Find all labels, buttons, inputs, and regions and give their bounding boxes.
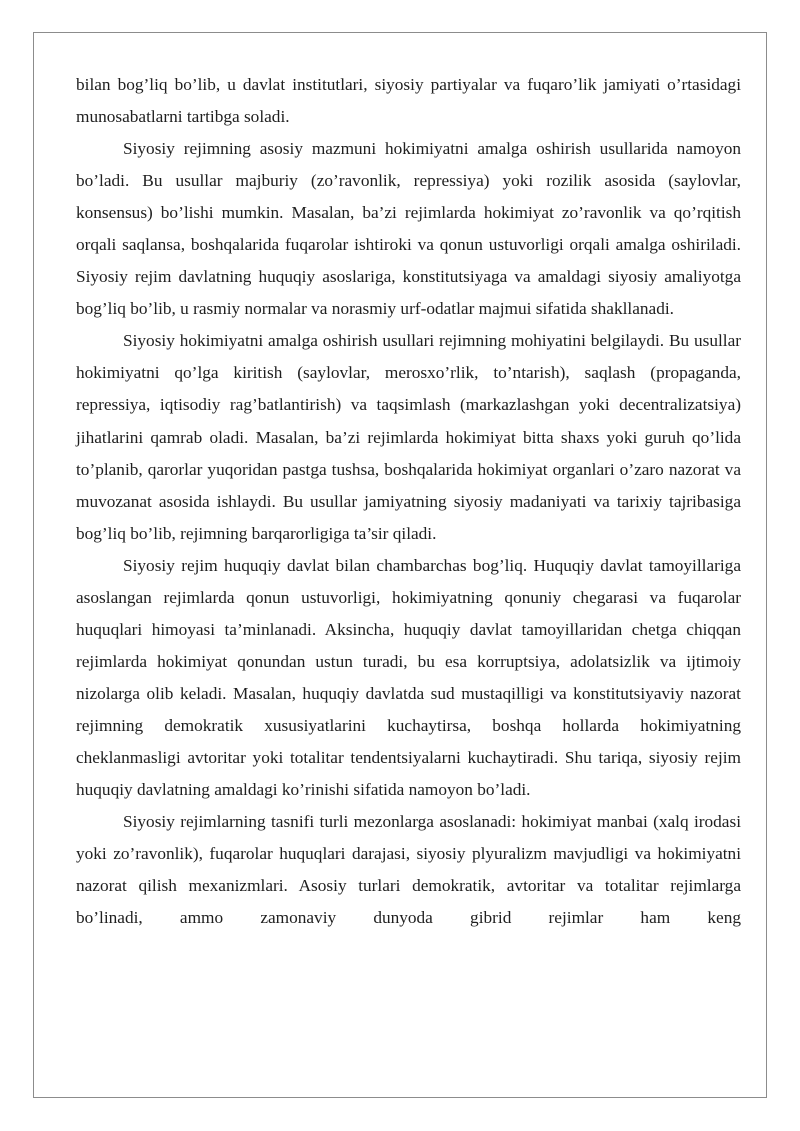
document-body bbox=[76, 69, 741, 934]
paragraph-classification: Siyosiy rejimlarning tasnifi turli mezonlarga asoslanadi: hokimiyat manbai (xalq irodasi yoki zo’ravonlik), fuqarolar huquqlari darajasi, siyosiy plyuralizm mavjudligi va hokimiyatni nazorat qilish mexanizmlari. Asosiy turlari demokratik, avtoritar va totalitar rejimlarga bo’linadi, ammo zamonaviy dunyoda gibrid rejimlar ham keng bbox=[76, 812, 741, 928]
paragraph-regime-content: Siyosiy rejimning asosiy mazmuni hokimiyatni amalga oshirish usullarida namoyon bo’ladi. Bu usullar majburiy (zo’ravonlik, repressiya) yoki rozilik asosida (saylovlar, konsensus) bo’lishi mumkin. Masalan, ba’zi rejimlarda hokimiyat zo’ravonlik va qo’rqitish orqali saqlansa, boshqalarida fuqarolar ishtiroki va qonun ustuvorligi orqali amalga oshiriladi. Siyosiy rejim davlatning huquqiy asoslariga, konstitutsiyaga va amaldagi siyosiy amaliyotga bog’liq bo’lib, u rasmiy normalar va norasmiy urf-odatlar majmui sifatida shakllanadi. bbox=[76, 139, 741, 319]
paragraph-continuation: bilan bog’liq bo’lib, u davlat institutlari, siyosiy partiyalar va fuqaro’lik jamiyati o’rtasidagi munosabatlarni tartibga soladi. bbox=[76, 75, 741, 127]
paragraph-rule-of-law: Siyosiy rejim huquqiy davlat bilan chambarchas bog’liq. Huquqiy davlat tamoyillariga asoslangan rejimlarda qonun ustuvorligi, hokimiyatning qonuniy chegarasi va fuqarolar huquqlari himoyasi ta’minlanadi. Aksincha, huquqiy davlat tamoyillaridan chetga chiqqan rejimlarda hokimiyat qonundan ustun turadi, bu esa korruptsiya, adolatsizlik va ijtimoiy nizolarga olib keladi. Masalan, huquqiy davlatda sud mustaqilligi va konstitutsiyaviy nazorat rejimning demokratik xususiyatlarini kuchaytirsa, boshqa hollarda hokimiyatning cheklanmasligi avtoritar yoki totalitar tendentsiyalarni kuchaytiradi. Shu tariqa, siyosiy rejim huquqiy davlatning amaldagi ko’rinishi sifatida namoyon bo’ladi. bbox=[76, 555, 741, 800]
paragraph-power-methods: Siyosiy hokimiyatni amalga oshirish usullari rejimning mohiyatini belgilaydi. Bu usullar hokimiyatni qo’lga kiritish (saylovlar, merosxo’rlik, to’ntarish), saqlash (propaganda, repressiya, iqtisodiy rag’batlantirish) va taqsimlash (markazlashgan yoki decentralizatsiya) jihatlarini qamrab oladi. Masalan, ba’zi rejimlarda hokimiyat bitta shaxs yoki guruh qo’lida to’planib, qarorlar yuqoridan pastga tushsa, boshqalarida hokimiyat organlari o’zaro nazorat va muvozanat asosida ishlaydi. Bu usullar jamiyatning siyosiy madaniyati va tarixiy tajribasiga bog’liq bo’lib, rejimning barqarorligiga ta’sir qiladi. bbox=[76, 331, 741, 543]
